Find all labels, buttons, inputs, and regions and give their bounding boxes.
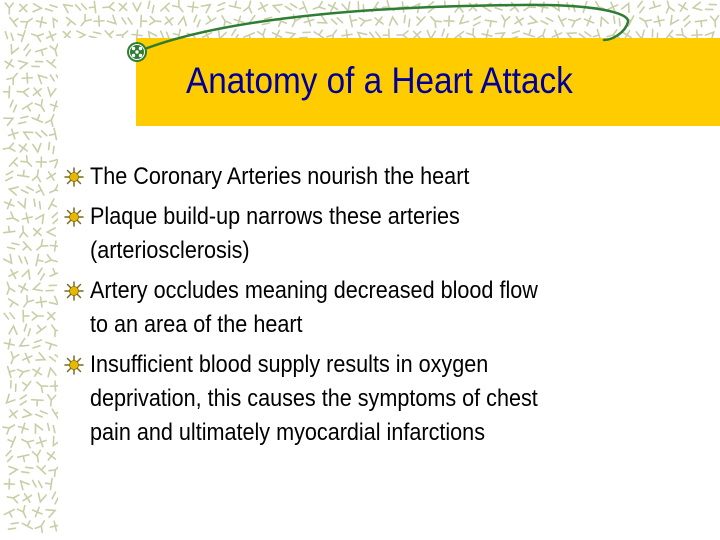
bullet-item (64, 200, 644, 268)
bullet-text (90, 160, 630, 194)
bullet-item (64, 160, 644, 194)
decorative-border-pattern-left (0, 0, 58, 540)
slide-title: Anatomy of a Heart Attack (186, 60, 573, 101)
star-bullet-icon (64, 355, 84, 375)
bullet-line: Insufficient blood supply results in oxygen (90, 351, 489, 378)
bullet-line: The Coronary Arteries nourish the heart (90, 163, 470, 190)
bullet-text (90, 200, 630, 268)
star-bullet-icon (64, 167, 84, 187)
bullet-line: Plaque build-up narrows these arteries (90, 203, 460, 230)
bullet-line: (arteriosclerosis) (90, 237, 250, 264)
bullet-line: pain and ultimately myocardial infarctions (90, 419, 486, 446)
bullet-item (64, 348, 644, 450)
bullet-text (90, 274, 630, 342)
bullet-line: deprivation, this causes the symptoms of chest (90, 385, 538, 412)
star-bullet-icon (64, 207, 84, 227)
bullet-line: to an area of the heart (90, 311, 303, 338)
bullet-list (64, 160, 644, 456)
bullet-line: Artery occludes meaning decreased blood flow (90, 277, 538, 304)
star-bullet-icon (64, 281, 84, 301)
bullet-item (64, 274, 644, 342)
decorative-border-pattern-top (58, 0, 720, 38)
bullet-text (90, 348, 630, 450)
